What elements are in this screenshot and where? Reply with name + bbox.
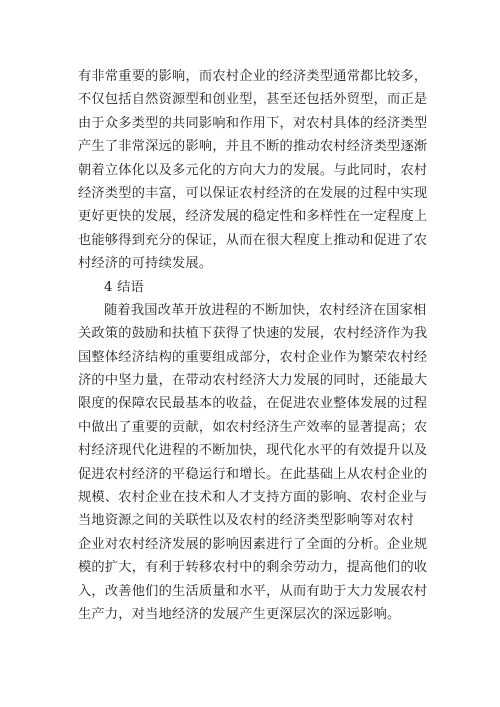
paragraph-1 bbox=[78, 65, 430, 276]
text-line: 产生了非常深远的影响，并且不断的推动农村经济类型逐渐 bbox=[78, 139, 428, 155]
text-line: 有非常重要的影响，而农村企业的经济类型通常都比较多， bbox=[78, 69, 428, 84]
text-line: 由于众多类型的共同影响和作用下，对农村具体的经济类型 bbox=[78, 115, 428, 131]
text-line: 村经济的可持续发展。 bbox=[78, 256, 213, 272]
text-line: 朝着立体化以及多元化的方向大力的发展。与此同时，农村 bbox=[78, 162, 428, 178]
text-line: 济的中坚力量，在带动农村经济大力发展的同时，还能最大 bbox=[78, 373, 428, 389]
text-line: 模的扩大，有利于转移农村中的剩余劳动力，提高他们的收 bbox=[78, 560, 428, 576]
text-line: 更好更快的发展，经济发展的稳定性和多样性在一定程度上 bbox=[78, 209, 428, 225]
text-line: 经济类型的丰富，可以保证农村经济的在发展的过程中实现 bbox=[78, 185, 428, 201]
text-line: 限度的保障农民最基本的收益，在促进农业整体发展的过程 bbox=[78, 396, 428, 412]
text-line: 入，改善他们的生活质量和水平，从而有助于大力发展农村 bbox=[78, 583, 428, 599]
text-line: 生产力，对当地经济的发展产生更深层次的深远影响。 bbox=[78, 606, 401, 622]
text-line: 国整体经济结构的重要组成部分，农村企业作为繁荣农村经 bbox=[78, 349, 428, 365]
text-line: 村经济现代化进程的不断加快，现代化水平的有效提升以及 bbox=[78, 443, 428, 459]
text-line: 中做出了重要的贡献，如农村经济生产效率的显著提高；农 bbox=[78, 419, 428, 435]
text-line: 规模、农村企业在技术和人才支持方面的影响、农村企业与 bbox=[78, 490, 428, 506]
text-line: 也能够得到充分的保证，从而在很大程度上推动和促进了农 bbox=[78, 232, 428, 248]
text-line: 不仅包括自然资源型和创业型，甚至还包括外贸型，而正是 bbox=[78, 92, 428, 108]
text-line: 促进农村经济的平稳运行和增长。在此基础上从农村企业的 bbox=[78, 466, 428, 482]
section-heading: 4 结语 bbox=[104, 279, 144, 295]
paragraph-2 bbox=[78, 299, 430, 626]
text-line: 当地资源之间的关联性以及农村的经济类型影响等对农村 bbox=[78, 513, 414, 529]
body-text bbox=[78, 65, 430, 626]
text-line: 关政策的鼓励和扶植下获得了快速的发展，农村经济作为我 bbox=[78, 326, 428, 342]
text-line: 企业对农村经济发展的影响因素进行了全面的分析。企业规 bbox=[78, 536, 428, 552]
text-line: 随着我国改革开放进程的不断加快，农村经济在国家相 bbox=[104, 302, 427, 318]
